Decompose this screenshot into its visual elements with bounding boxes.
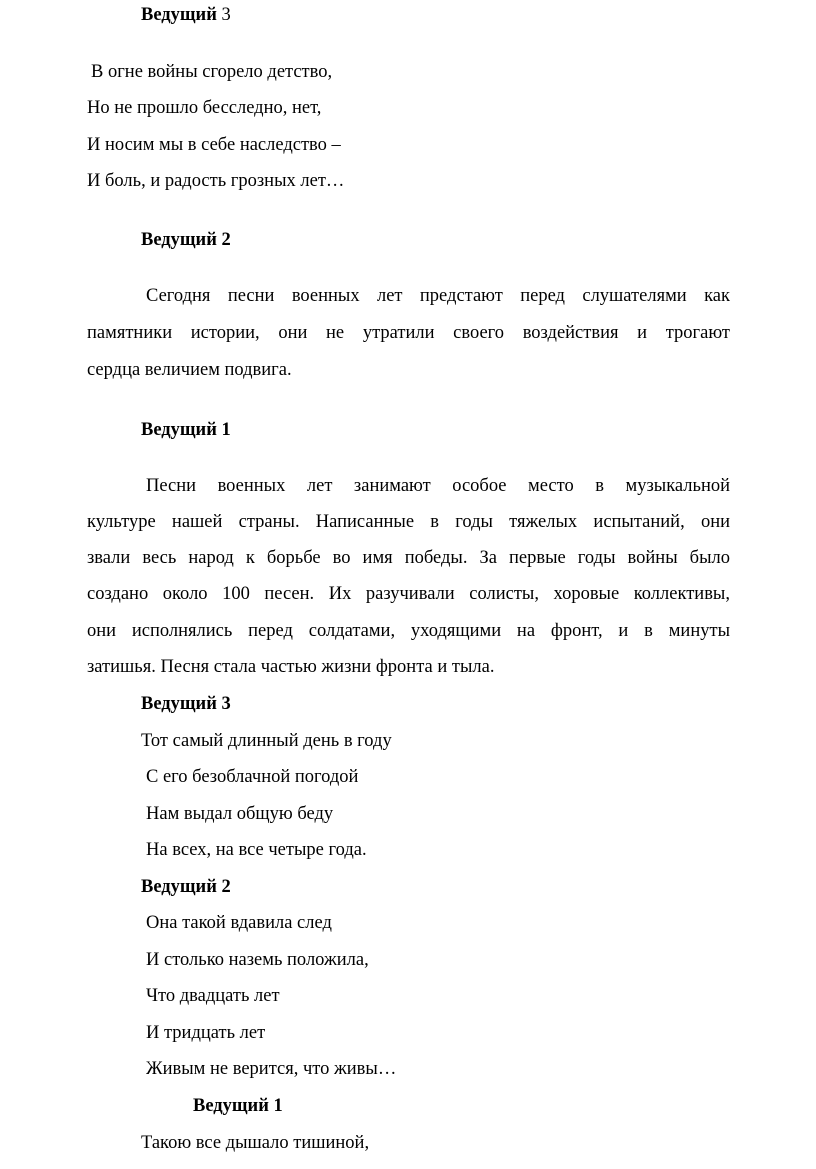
verse-line: И боль, и радость грозных лет… — [87, 171, 345, 191]
verse-line: Живым не верится, что живы… — [146, 1059, 397, 1079]
paragraph-line: затишья. Песня стала частью жизни фронта и тыла. — [87, 657, 495, 677]
speaker-heading: Ведущий 2 — [141, 877, 231, 897]
speaker-heading: Ведущий 1 — [193, 1096, 283, 1116]
verse-line: Но не прошло бесследно, нет, — [87, 98, 322, 118]
verse-line: И столько наземь положила, — [146, 950, 369, 970]
paragraph-line: Сегодня песни военных лет предстают перед слушателями как — [146, 286, 730, 306]
verse-line: Что двадцать лет — [146, 986, 280, 1006]
paragraph-line: культуре нашей страны. Написанные в годы тяжелых испытаний, они — [87, 512, 730, 532]
speaker-name: Ведущий — [141, 5, 217, 25]
verse-line: Тот самый длинный день в году — [141, 731, 392, 751]
speaker-heading: Ведущий 3 — [141, 694, 231, 714]
paragraph-line: они исполнялись перед солдатами, уходящими на фронт, и в минуты — [87, 621, 730, 641]
paragraph-line: сердца величием подвига. — [87, 360, 292, 380]
paragraph-line: памятники истории, они не утратили своего воздействия и трогают — [87, 323, 730, 343]
verse-line: В огне войны сгорело детство, — [91, 62, 333, 82]
speaker-heading — [141, 6, 231, 25]
verse-line: Она такой вдавила след — [146, 913, 332, 933]
verse-line: И носим мы в себе наследство – — [87, 135, 341, 155]
verse-line: На всех, на все четыре года. — [146, 840, 367, 860]
verse-line: И тридцать лет — [146, 1023, 266, 1043]
verse-line: С его безоблачной погодой — [146, 767, 359, 787]
speaker-number: 3 — [221, 5, 231, 25]
verse-line: Такою все дышало тишиной, — [141, 1133, 370, 1153]
paragraph-line: звали весь народ к борьбе во имя победы. За первые годы войны было — [87, 548, 730, 568]
speaker-heading: Ведущий 1 — [141, 420, 231, 440]
speaker-heading: Ведущий 2 — [141, 230, 231, 250]
paragraph-line: Песни военных лет занимают особое место в музыкальной — [146, 476, 730, 496]
verse-line: Нам выдал общую беду — [146, 804, 334, 824]
paragraph-line: создано около 100 песен. Их разучивали солисты, хоровые коллективы, — [87, 584, 730, 604]
